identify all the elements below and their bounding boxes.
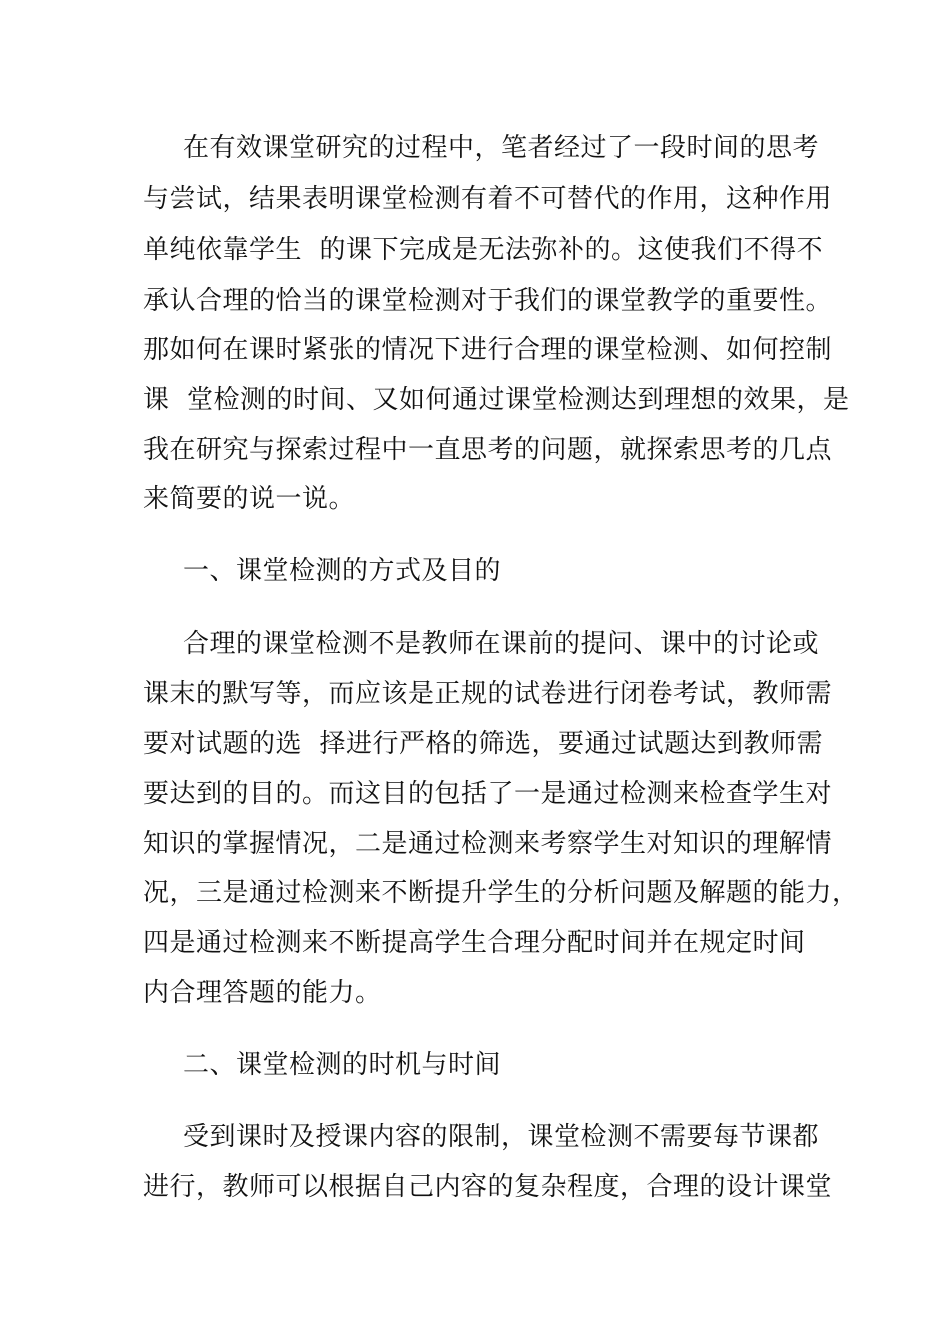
paragraph-2-line-2: 课末的默写等，而应该是正规的试卷进行闭卷考试，教师需: [143, 679, 833, 709]
paragraph-2-line-5: 知识的掌握情况，二是通过检测来考察学生对知识的理解情: [143, 829, 833, 859]
paragraph-1-line-8: 来简要的说一说。: [143, 484, 356, 514]
paragraph-2-line-6: 况，三是通过检测来不断提升学生的分析问题及解题的能力，: [143, 878, 859, 908]
paragraph-1-line-3: 单纯依靠学生 的课下完成是无法弥补的。这使我们不得不: [143, 235, 824, 265]
paragraph-2-line-1: 合理的课堂检测不是教师在课前的提问、课中的讨论或: [183, 629, 820, 659]
paragraph-2-line-3: 要对试题的选 择进行严格的筛选，要通过试题达到教师需: [143, 729, 824, 759]
paragraph-2-line-7: 四是通过检测来不断提高学生合理分配时间并在规定时间: [143, 928, 806, 958]
paragraph-2-line-4: 要达到的目的。而这目的包括了一是通过检测来检查学生对: [143, 779, 833, 809]
paragraph-1-line-6: 课 堂检测的时间、又如何通过课堂检测达到理想的效果，是: [143, 385, 850, 415]
paragraph-3-line-1: 受到课时及授课内容的限制，课堂检测不需要每节课都: [183, 1122, 820, 1152]
section-heading-2: 二、课堂检测的时机与时间: [183, 1050, 502, 1080]
paragraph-1-line-2: 与尝试，结果表明课堂检测有着不可替代的作用，这种作用: [143, 184, 833, 214]
paragraph-1-line-4: 承认合理的恰当的课堂检测对于我们的课堂教学的重要性。: [143, 286, 833, 316]
paragraph-1-line-7: 我在研究与探索过程中一直思考的问题，就探索思考的几点: [143, 435, 833, 465]
paragraph-3-line-2: 进行，教师可以根据自己内容的复杂程度，合理的设计课堂: [143, 1172, 833, 1202]
section-heading-1: 一、课堂检测的方式及目的: [183, 556, 502, 586]
paragraph-1-line-1: 在有效课堂研究的过程中，笔者经过了一段时间的思考: [183, 133, 820, 163]
paragraph-2-line-8: 内合理答题的能力。: [143, 978, 382, 1008]
paragraph-1-line-5: 那如何在课时紧张的情况下进行合理的课堂检测、如何控制: [143, 335, 833, 365]
